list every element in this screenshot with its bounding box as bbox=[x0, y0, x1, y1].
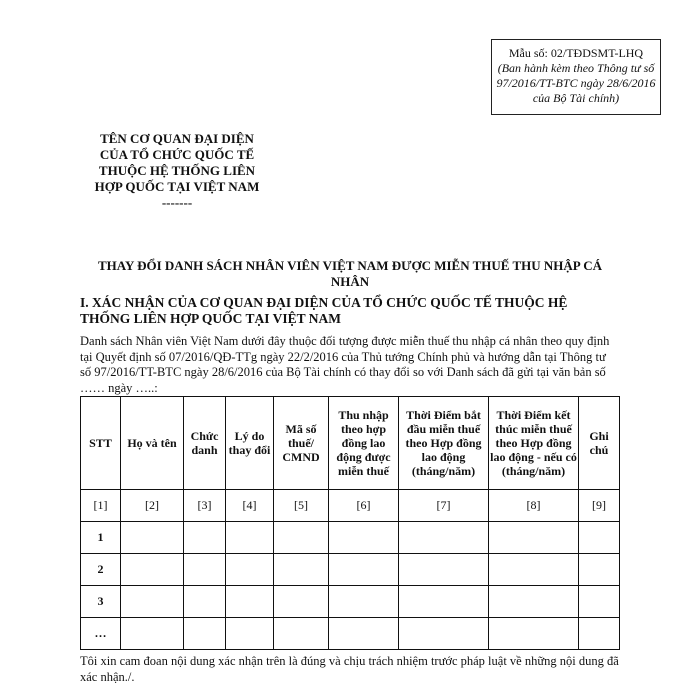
intro-paragraph: Danh sách Nhân viên Việt Nam dưới đây thuộc đối tượng được miễn thuế thu nhập cá nhân theo quy định tại Quyết định số 07/2016/QĐ-TTg ngày 22/2/2016 của Thủ tướng Chính phủ và hướng dẫn tại Thông tư số 97/2016/TT-BTC ngày 28/6/2016 của Bộ Tài chính có thay đổi so với Danh sách đã gửi tại văn bản số …… ngày …..: bbox=[80, 334, 610, 395]
row-number: 3 bbox=[81, 586, 121, 618]
table-cell bbox=[121, 586, 184, 618]
column-code: [8] bbox=[489, 490, 579, 522]
column-code: [4] bbox=[226, 490, 274, 522]
row-number: 1 bbox=[81, 522, 121, 554]
table-cell bbox=[489, 554, 579, 586]
form-code: Mẫu số: 02/TĐDSMT-LHQ bbox=[508, 46, 644, 60]
column-code: [9] bbox=[579, 490, 620, 522]
header-change-reason: Lý do thay đổi bbox=[226, 397, 274, 490]
agency-header bbox=[92, 131, 262, 211]
table-cell bbox=[399, 618, 489, 650]
header-stt: STT bbox=[81, 397, 121, 490]
column-code: [6] bbox=[329, 490, 399, 522]
table-cell bbox=[274, 554, 329, 586]
table-cell bbox=[274, 586, 329, 618]
table-cell bbox=[579, 618, 620, 650]
declaration-footer: Tôi xin cam đoan nội dung xác nhận trên là đúng và chịu trách nhiệm trước pháp luật về những nội dung đã xác nhận./. bbox=[80, 654, 619, 684]
table-cell bbox=[121, 522, 184, 554]
table-row bbox=[81, 586, 620, 618]
row-number: 2 bbox=[81, 554, 121, 586]
table-cell bbox=[184, 522, 226, 554]
table-row bbox=[81, 522, 620, 554]
table-cell bbox=[184, 586, 226, 618]
table-cell bbox=[329, 554, 399, 586]
table-header-row bbox=[81, 397, 620, 490]
column-code: [1] bbox=[81, 490, 121, 522]
column-code-row bbox=[81, 490, 620, 522]
table-row bbox=[81, 618, 620, 650]
table-cell bbox=[184, 618, 226, 650]
header-exemption-end: Thời Điểm kết thúc miễn thuế theo Hợp đồng lao động - nếu có (tháng/năm) bbox=[489, 397, 579, 490]
column-code: [7] bbox=[399, 490, 489, 522]
table-cell bbox=[226, 522, 274, 554]
form-code-box bbox=[491, 39, 661, 115]
table-cell bbox=[274, 522, 329, 554]
header-tax-id: Mã số thuế/ CMND bbox=[274, 397, 329, 490]
row-number: … bbox=[81, 618, 121, 650]
table-cell bbox=[579, 554, 620, 586]
table-cell bbox=[579, 522, 620, 554]
table-cell bbox=[329, 522, 399, 554]
header-full-name: Họ và tên bbox=[121, 397, 184, 490]
table-cell bbox=[226, 554, 274, 586]
table-cell bbox=[489, 618, 579, 650]
header-exempt-income: Thu nhập theo hợp đồng lao động được miễn thuế bbox=[329, 397, 399, 490]
table-cell bbox=[226, 618, 274, 650]
table-cell bbox=[226, 586, 274, 618]
table-row bbox=[81, 554, 620, 586]
table-cell bbox=[489, 522, 579, 554]
table-cell bbox=[399, 522, 489, 554]
header-notes: Ghi chú bbox=[579, 397, 620, 490]
agency-separator: ------- bbox=[161, 195, 193, 210]
staff-change-table bbox=[80, 396, 620, 650]
header-position: Chức danh bbox=[184, 397, 226, 490]
section-heading: I. XÁC NHẬN CỦA CƠ QUAN ĐẠI DIỆN CỦA TỔ CHỨC QUỐC TẾ THUỘC HỆ THỐNG LIÊN HỢP QUỐC TẠI VIỆT NAM bbox=[80, 295, 568, 326]
table-cell bbox=[489, 586, 579, 618]
table-cell bbox=[399, 586, 489, 618]
table-cell bbox=[274, 618, 329, 650]
column-code: [5] bbox=[274, 490, 329, 522]
table-cell bbox=[329, 618, 399, 650]
issuance-note: (Ban hành kèm theo Thông tư số 97/2016/TT-BTC ngày 28/6/2016 của Bộ Tài chính) bbox=[496, 61, 656, 105]
column-code: [3] bbox=[184, 490, 226, 522]
table-cell bbox=[399, 554, 489, 586]
table-cell bbox=[184, 554, 226, 586]
table-cell bbox=[329, 586, 399, 618]
agency-name: TÊN CƠ QUAN ĐẠI DIỆN CỦA TỔ CHỨC QUỐC TẾ THUỘC HỆ THỐNG LIÊN HỢP QUỐC TẠI VIỆT NAM bbox=[94, 131, 260, 194]
column-code: [2] bbox=[121, 490, 184, 522]
header-exemption-start: Thời Điểm bắt đầu miễn thuế theo Hợp đồng lao động (tháng/năm) bbox=[399, 397, 489, 490]
document-title: THAY ĐỔI DANH SÁCH NHÂN VIÊN VIỆT NAM ĐƯỢC MIỄN THUẾ THU NHẬP CÁ NHÂN bbox=[97, 258, 603, 289]
table-cell bbox=[579, 586, 620, 618]
table-cell bbox=[121, 554, 184, 586]
table-cell bbox=[121, 618, 184, 650]
